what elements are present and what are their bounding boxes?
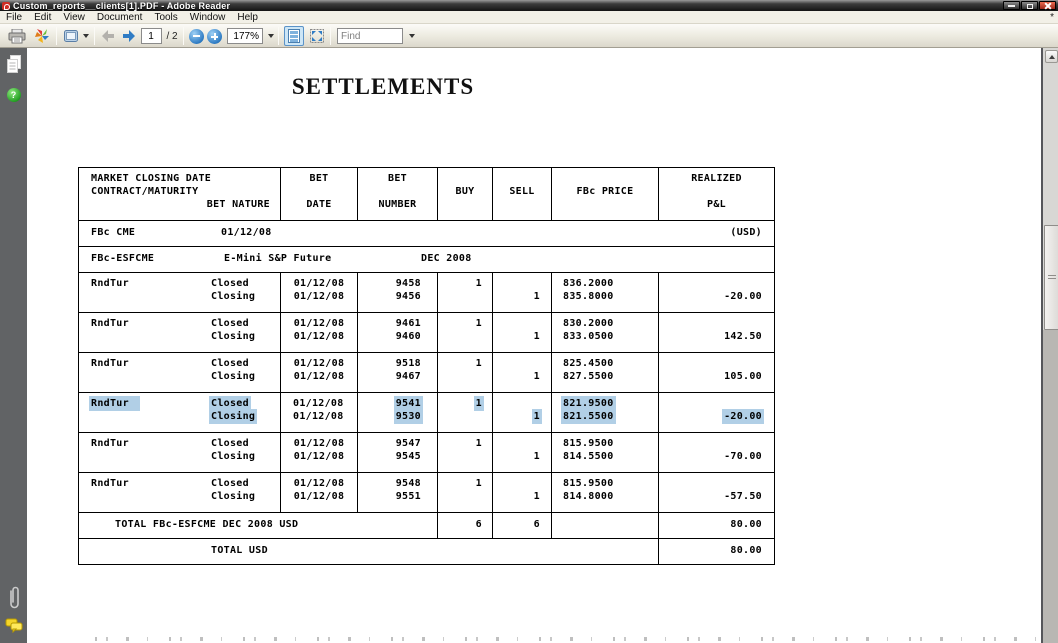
- paperclip-icon: [7, 585, 21, 611]
- share-page-icon: [64, 30, 80, 43]
- bet-date[interactable]: 01/12/08: [293, 278, 345, 289]
- contract-maturity: DEC 2008: [421, 253, 472, 264]
- menu-edit[interactable]: Edit: [34, 11, 52, 23]
- bet-date[interactable]: 01/12/08: [293, 358, 345, 369]
- bet-date[interactable]: 01/12/08: [293, 371, 345, 382]
- grand-total-label: TOTAL USD: [211, 545, 268, 556]
- how-to-panel-button[interactable]: [0, 88, 27, 102]
- help-icon: [7, 88, 21, 102]
- main-area: [0, 48, 1058, 643]
- bet-status[interactable]: Closed: [211, 478, 249, 489]
- comments-panel-button[interactable]: [0, 618, 27, 633]
- report-title: SETTLEMENTS: [291, 74, 475, 99]
- sell-qty[interactable]: 1: [533, 331, 540, 342]
- price[interactable]: 814.5500: [563, 451, 614, 462]
- sell-qty[interactable]: 1: [533, 411, 540, 422]
- dropdown-caret-icon: [268, 34, 274, 38]
- header-bet: BET: [309, 173, 329, 184]
- bet-status[interactable]: Closed: [211, 438, 249, 449]
- bet-number[interactable]: 9541: [395, 398, 421, 409]
- total-pl: 80.00: [730, 519, 762, 530]
- bet-nature[interactable]: RndTur: [91, 438, 129, 449]
- bet-nature[interactable]: RndTur: [91, 318, 129, 329]
- toolbar-separator: [330, 27, 331, 45]
- toolbar-separator: [56, 27, 57, 45]
- bet-status[interactable]: Closed: [211, 358, 249, 369]
- table-row: [79, 432, 774, 472]
- bet-nature[interactable]: RndTur: [91, 278, 129, 289]
- market-date: 01/12/08: [221, 227, 272, 238]
- header-buy: BUY: [455, 186, 475, 197]
- printer-icon: [8, 29, 26, 44]
- menu-window[interactable]: Window: [189, 11, 226, 23]
- scrollbar-thumb[interactable]: [1044, 225, 1058, 330]
- next-page-button[interactable]: [119, 26, 138, 46]
- table-row: [79, 472, 774, 512]
- dropdown-caret-icon: [409, 34, 415, 38]
- toolbar-separator: [183, 27, 184, 45]
- zoom-out-button[interactable]: [188, 26, 205, 46]
- header-pl: P&L: [707, 199, 726, 210]
- menu-ornament-icon: *: [1050, 12, 1054, 23]
- bet-number[interactable]: 9518: [395, 358, 421, 369]
- sell-qty[interactable]: 1: [533, 291, 540, 302]
- price[interactable]: 821.5500: [563, 411, 614, 422]
- find-input[interactable]: [337, 28, 403, 44]
- scrolling-page-icon: [288, 29, 300, 43]
- header-fbc-price: FBc PRICE: [576, 186, 634, 197]
- price[interactable]: 815.9500: [563, 478, 614, 489]
- buy-qty[interactable]: 1: [475, 398, 482, 409]
- adobe-reader-icon: [2, 2, 10, 10]
- fit-width-button[interactable]: [307, 26, 327, 46]
- table-row: [79, 352, 774, 392]
- realized-pl[interactable]: -20.00: [724, 291, 762, 302]
- bet-number[interactable]: 9545: [395, 451, 421, 462]
- bet-nature[interactable]: RndTur: [91, 398, 138, 409]
- realized-pl[interactable]: -20.00: [724, 411, 762, 422]
- menu-bar: [0, 11, 1058, 24]
- bet-status[interactable]: Closing: [211, 371, 256, 382]
- bet-date[interactable]: 01/12/08: [293, 318, 345, 329]
- price[interactable]: 827.5500: [563, 371, 614, 382]
- bet-number[interactable]: 9456: [395, 291, 421, 302]
- toolbar: [0, 24, 1058, 48]
- bet-status[interactable]: Closing: [211, 331, 256, 342]
- bet-status[interactable]: Closing: [211, 291, 256, 302]
- table-row-selected: [79, 392, 774, 432]
- total-buy: 6: [475, 519, 482, 530]
- realized-pl[interactable]: -70.00: [724, 451, 762, 462]
- bet-date[interactable]: 01/12/08: [293, 451, 345, 462]
- bet-number[interactable]: 9530: [395, 411, 421, 422]
- dropdown-caret-icon: [83, 34, 89, 38]
- header-number: NUMBER: [378, 199, 417, 210]
- bet-date[interactable]: 01/12/08: [293, 331, 345, 342]
- toolbar-separator: [94, 27, 95, 45]
- bet-status[interactable]: Closed: [211, 278, 249, 289]
- price[interactable]: 835.8000: [563, 291, 614, 302]
- zoom-level-value[interactable]: 177%: [227, 28, 263, 44]
- bet-date[interactable]: 01/12/08: [293, 478, 345, 489]
- zoom-in-icon: [207, 29, 222, 44]
- price[interactable]: 825.4500: [563, 358, 614, 369]
- document-page: [27, 48, 1041, 643]
- vertical-scrollbar[interactable]: [1041, 48, 1058, 643]
- bet-status[interactable]: Closed: [211, 398, 249, 409]
- bet-status[interactable]: Closing: [211, 451, 256, 462]
- window-title: Custom_reports__clients[1].PDF - Adobe Reader: [13, 0, 231, 11]
- zoom-in-button[interactable]: [206, 26, 223, 46]
- share-button[interactable]: [61, 26, 91, 46]
- market-currency: (USD): [730, 227, 762, 238]
- scrollbar-grip-icon: [1048, 275, 1056, 281]
- market-label: FBc CME: [91, 227, 136, 238]
- price[interactable]: 815.9500: [563, 438, 614, 449]
- bet-date[interactable]: 01/12/08: [293, 291, 345, 302]
- zoom-dropdown-button[interactable]: [266, 26, 276, 46]
- attachments-panel-button[interactable]: [0, 585, 27, 611]
- market-row: [79, 220, 774, 246]
- bet-status[interactable]: Closing: [211, 411, 256, 422]
- grand-total-row: [79, 538, 774, 564]
- header-contract-maturity: CONTRACT/MATURITY: [91, 186, 199, 197]
- bet-number[interactable]: 9460: [395, 331, 421, 342]
- print-button[interactable]: [6, 26, 28, 46]
- settlements-table: [78, 167, 775, 565]
- previous-arrow-icon: [102, 30, 115, 42]
- header-bet-nature: BET NATURE: [206, 199, 270, 210]
- buy-qty[interactable]: 1: [475, 438, 482, 449]
- price[interactable]: 830.2000: [563, 318, 614, 329]
- restore-button[interactable]: [1021, 1, 1038, 10]
- price[interactable]: 833.0500: [563, 331, 614, 342]
- buy-qty[interactable]: 1: [475, 278, 482, 289]
- help-glyph: ?: [10, 90, 17, 100]
- page-total-label: / 2: [166, 30, 178, 42]
- price[interactable]: 836.2000: [563, 278, 614, 289]
- title-bar: [0, 0, 1058, 11]
- price[interactable]: 814.8000: [563, 491, 614, 502]
- menu-tools[interactable]: Tools: [154, 11, 178, 23]
- table-header-row: [79, 168, 774, 220]
- bet-date[interactable]: 01/12/08: [293, 438, 345, 449]
- bet-number[interactable]: 9547: [395, 438, 421, 449]
- bet-number[interactable]: 9461: [395, 318, 421, 329]
- bet-nature[interactable]: RndTur: [91, 358, 129, 369]
- contract-row: [79, 246, 774, 272]
- scroll-up-button[interactable]: [1045, 50, 1058, 63]
- bet-date[interactable]: 01/12/08: [293, 398, 344, 409]
- header-date: DATE: [306, 199, 332, 210]
- header-sell: SELL: [509, 186, 535, 197]
- acrobat-collaborate-button[interactable]: [31, 26, 53, 46]
- bet-number[interactable]: 9548: [395, 478, 421, 489]
- buy-qty[interactable]: 1: [475, 358, 482, 369]
- bet-date[interactable]: 01/12/08: [293, 411, 344, 422]
- fit-width-icon: [310, 29, 324, 43]
- bet-nature[interactable]: RndTur: [91, 478, 129, 489]
- bet-number[interactable]: 9467: [395, 371, 421, 382]
- price[interactable]: 821.9500: [563, 398, 614, 409]
- sell-qty[interactable]: 1: [533, 371, 540, 382]
- toolbar-separator: [278, 27, 279, 45]
- bet-status[interactable]: Closed: [211, 318, 249, 329]
- bet-number[interactable]: 9458: [395, 278, 421, 289]
- bet-number[interactable]: 9551: [395, 491, 421, 502]
- bet-date[interactable]: 01/12/08: [293, 491, 345, 502]
- comments-icon: [5, 618, 23, 633]
- menu-document[interactable]: Document: [96, 11, 143, 23]
- realized-pl[interactable]: -57.50: [724, 491, 762, 502]
- up-arrow-icon: [1049, 55, 1055, 59]
- menu-file[interactable]: File: [6, 11, 23, 23]
- previous-page-button[interactable]: [99, 26, 118, 46]
- contract-code: FBc-ESFCME: [91, 253, 155, 264]
- close-button[interactable]: [1039, 1, 1056, 10]
- navigation-panel: [0, 48, 27, 643]
- total-sell: 6: [533, 519, 540, 530]
- table-row: [79, 312, 774, 352]
- buy-qty[interactable]: 1: [475, 478, 482, 489]
- total-label: TOTAL FBc-ESFCME DEC 2008 USD: [115, 519, 299, 530]
- acrobat-star-icon: [34, 28, 50, 44]
- next-arrow-icon: [122, 30, 135, 42]
- header-market-closing-date: MARKET CLOSING DATE: [91, 173, 212, 184]
- contract-name: E-Mini S&P Future: [224, 253, 332, 264]
- realized-pl[interactable]: 105.00: [724, 371, 762, 382]
- find-dropdown-button[interactable]: [406, 26, 418, 46]
- grand-total-pl: 80.00: [730, 545, 762, 556]
- pages-icon: [6, 55, 22, 74]
- scrolling-mode-button[interactable]: [284, 26, 304, 46]
- page-number-input[interactable]: [141, 28, 162, 44]
- menu-help[interactable]: Help: [237, 11, 258, 23]
- menu-view[interactable]: View: [63, 11, 85, 23]
- sell-qty[interactable]: 1: [533, 451, 540, 462]
- bet-status[interactable]: Closing: [211, 491, 256, 502]
- header-realized: REALIZED: [691, 173, 742, 184]
- total-row: [79, 512, 774, 538]
- buy-qty[interactable]: 1: [475, 318, 482, 329]
- zoom-out-icon: [189, 29, 204, 44]
- minimize-button[interactable]: [1003, 1, 1020, 10]
- realized-pl[interactable]: 142.50: [724, 331, 762, 342]
- header-bet: BET: [388, 173, 407, 184]
- scrollbar-track[interactable]: [1043, 330, 1058, 643]
- table-row: [79, 272, 774, 312]
- clipped-text-line: [95, 637, 1041, 641]
- sell-qty[interactable]: 1: [533, 491, 540, 502]
- pages-panel-button[interactable]: [0, 55, 27, 74]
